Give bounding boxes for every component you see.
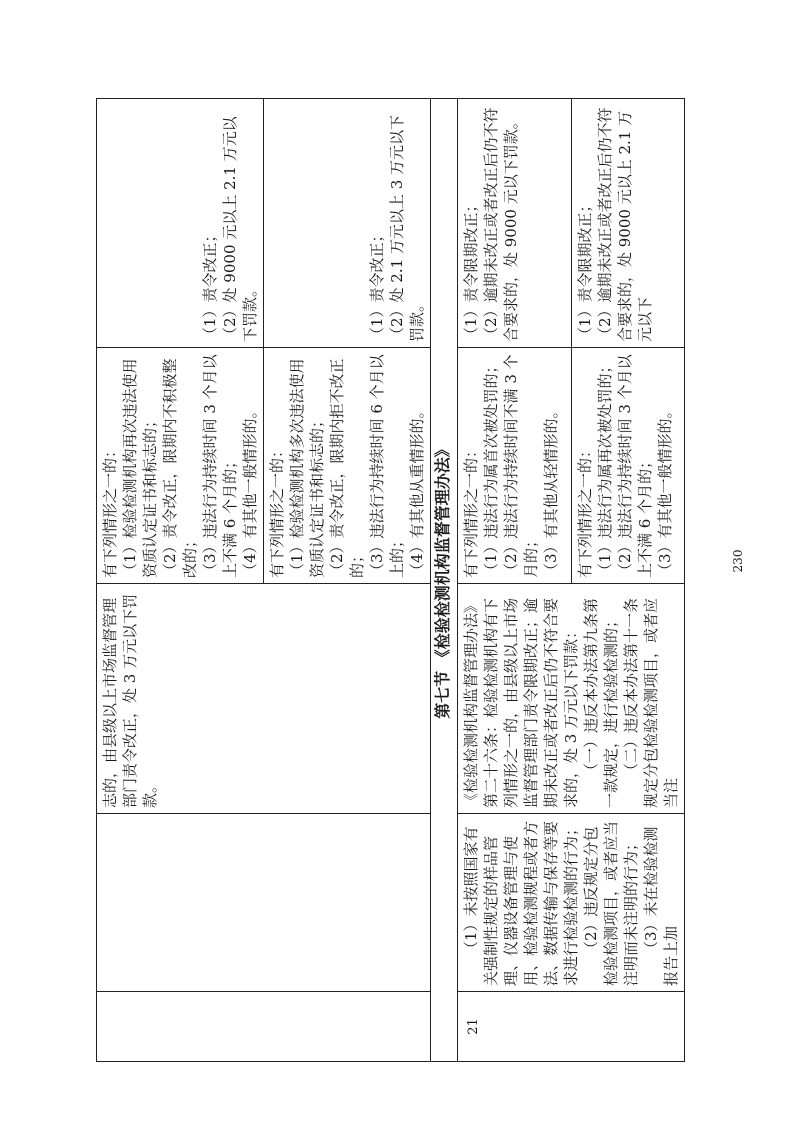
circumstance-cell (571, 348, 685, 584)
text-line: （1）责令改正； (368, 227, 386, 342)
text-line: （1）责令限期改正； (575, 197, 594, 342)
text-line: （二）违反本办法第十一条规定分包检验检测项目，或者应当注 (622, 597, 680, 808)
text-line: （2）违法行为持续时间不满 3 个月的； (502, 354, 540, 578)
text-line: （2）处 2.1 万元以上 3 万元以下罚款。 (388, 114, 426, 342)
table-row (458, 99, 572, 1062)
text-line: （3）未在检验检测报告上加 (642, 826, 680, 986)
circumstance-cell (264, 348, 431, 584)
illegal-behavior-cell (97, 814, 431, 992)
text-line: 有下列情形之一的： (268, 442, 286, 578)
text-line: 有下列情形之一的： (101, 442, 119, 578)
text-line: （1）责令限期改正； (462, 197, 480, 342)
illegal-behavior-cell (458, 814, 685, 992)
text-line: （1）未按照国家有关强制性规定的样品管理、仪器设备管理与使用、检验检测规程或者方法、数据传输与保存等要求进行检验检测的行为； (462, 820, 580, 986)
text-line: （2）处 9000 元以上 2.1 万元以下罚款。 (221, 116, 259, 342)
text-line: （2）逾期未改正或者改正后仍不符合要求的，处 9000 元以下罚款。 (482, 107, 520, 342)
table-row (97, 99, 264, 1062)
text-line: （3）有其他一般情形的。 (655, 403, 674, 578)
text-line: （4）有其他从重情形的。 (408, 403, 426, 578)
text-line: （3）有其他从轻情形的。 (542, 403, 560, 578)
text-line: 《检验检测机构监督管理办法》第二十六条：检验检测机构有下列情形之一的，由县级以上市场监督管理部门责令限期改正；逾期未改正或者改正后仍不符合要求的，处 3 万元以下罚款： (462, 597, 580, 808)
row-number-cell: 21 (458, 992, 685, 1062)
penalty-cell (458, 99, 572, 348)
text-line: （1）检验检测机构再次违法使用资质认定证书和标志的； (121, 358, 159, 578)
text-line: （2）违法行为持续时间 3 个月以上不满 6 个月的； (615, 354, 654, 578)
page-number: 230 (731, 549, 745, 573)
text-line: （一）违反本办法第九条第一款规定，进行检验检测的； (582, 597, 620, 808)
circumstance-cell (97, 348, 264, 584)
text-line: （3）违法行为持续时间 6 个月以上的； (368, 354, 406, 578)
text-line: （3）违法行为持续时间 3 个月以上不满 6 个月的； (201, 354, 239, 578)
penalty-cell (264, 99, 431, 348)
section-title: 第七节 《检验检测机构监督管理办法》 (431, 99, 458, 1062)
row-number-cell (97, 992, 431, 1062)
penalty-cell (97, 99, 264, 348)
text-line: （1）违法行为属首次被处罚的； (482, 358, 500, 578)
text-line: （2）逾期未改正或者改正后仍不符合要求的，处 9000 元以上 2.1 万元以下 (595, 107, 654, 342)
text-line: （2）责令改正，限期内拒不改正的； (328, 358, 366, 578)
text-line: （1）检验检测机构多次违法使用资质认定证书和标志的； (288, 358, 326, 578)
text-line: 有下列情形之一的： (462, 442, 480, 578)
text-line: （2）责令改正，限期内不积极整改的； (161, 358, 199, 578)
text-line: （1）责令改正； (201, 227, 219, 342)
text-line: 有下列情形之一的： (575, 442, 594, 578)
text-line: （2）违反规定分包检验检测项目，或者应当注明而未注明的行为； (582, 820, 640, 986)
circumstance-cell (458, 348, 572, 584)
penalty-cell (571, 99, 685, 348)
legal-basis-cell: 志的，由县级以上市场监督管理部门责令改正，处 3 万元以下罚款。 (97, 584, 431, 814)
text-line: （4）有其他一般情形的。 (241, 403, 259, 578)
legal-basis-cell (458, 584, 685, 814)
penalty-standard-table (96, 98, 685, 1062)
text-line: （1）违法行为属再次被处罚的； (595, 358, 614, 578)
rotated-table-container (96, 99, 678, 1062)
section-header-row (431, 99, 458, 1062)
